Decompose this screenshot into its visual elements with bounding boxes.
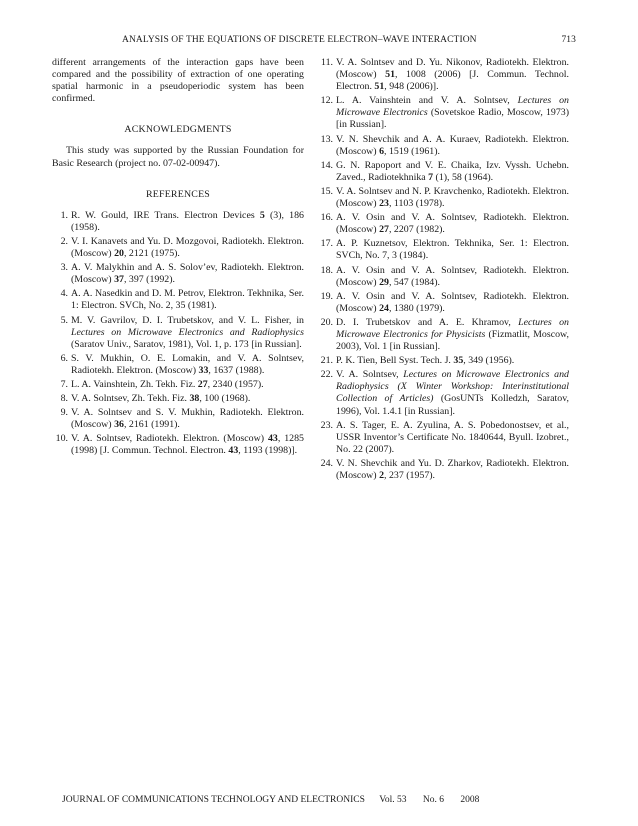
- reference-item: [52, 393, 304, 405]
- reference-number: 13.: [320, 133, 333, 145]
- reference-item: [52, 236, 304, 260]
- reference-number: 20.: [320, 316, 333, 328]
- reference-number: 21.: [320, 355, 333, 367]
- reference-item: [316, 369, 569, 417]
- journal-volume: Vol. 53: [379, 795, 407, 805]
- reference-item: [52, 433, 304, 457]
- reference-number: 2.: [60, 235, 68, 247]
- reference-text: A. V. Osin and V. A. Solntsev, Radiotekh. Elektron. (Moscow) 29, 547 (1984).: [336, 264, 569, 288]
- reference-item: [316, 355, 569, 367]
- acknowledgments-heading: ACKNOWLEDGMENTS: [124, 124, 232, 136]
- reference-text: A. V. Osin and V. A. Solntsev, Radiotekh. Elektron. (Moscow) 24, 1380 (1979).: [336, 290, 569, 314]
- reference-item: [316, 238, 569, 262]
- reference-number: 10.: [55, 433, 68, 445]
- reference-item: [316, 458, 569, 482]
- acknowledgments-text: This study was supported by the Russian Foundation for Basic Research (project no. 07-02-00947).: [52, 145, 304, 169]
- reference-text: S. V. Mukhin, O. E. Lomakin, and V. A. Solntsev, Radiotekh. Elektron. (Moscow) 33, 1637 (1988).: [71, 352, 304, 376]
- reference-number: 22.: [320, 369, 333, 381]
- reference-number: 19.: [320, 290, 333, 302]
- reference-text: R. W. Gould, IRE Trans. Electron Devices 5 (3), 186 (1958).: [71, 209, 304, 233]
- reference-number: 11.: [321, 57, 333, 68]
- reference-text: V. A. Solntsev and S. V. Mukhin, Radiotekh. Elektron. (Moscow) 36, 2161 (1991).: [71, 407, 304, 431]
- reference-number: 12.: [320, 95, 333, 107]
- reference-text: A. V. Malykhin and A. S. Solov’ev, Radiotekh. Elektron. (Moscow) 37, 397 (1992).: [71, 262, 304, 286]
- reference-number: 7.: [60, 378, 68, 390]
- references-list-left: [52, 210, 304, 458]
- reference-text: V. A. Solntsev, Lectures on Microwave Electronics and Radiophysics (X Winter Workshop: Interinstitutional Collection of Articles) (GosUNTs Kolledzh, Saratov, 1996), Vol. 1.4.1 [in Russian].: [336, 369, 569, 417]
- reference-item: [316, 160, 569, 184]
- reference-text: V. A. Solntsev, Zh. Tekh. Fiz. 38, 100 (1968).: [71, 393, 251, 405]
- reference-number: 15.: [320, 185, 333, 197]
- journal-year: 2008: [460, 795, 480, 805]
- reference-item: [316, 317, 569, 353]
- reference-number: 9.: [60, 407, 68, 419]
- reference-number: 14.: [320, 159, 333, 171]
- page-number: 713: [561, 35, 576, 45]
- reference-item: [52, 262, 304, 286]
- reference-number: 17.: [320, 238, 333, 250]
- reference-text: V. A. Solntsev, Radiotekh. Elektron. (Moscow) 43, 1285 (1998) [J. Commun. Technol. Electron. 43, 1193 (1998)].: [71, 433, 304, 457]
- running-footer: [62, 795, 582, 805]
- reference-text: M. V. Gavrilov, D. I. Trubetskov, and V. L. Fisher, in Lectures on Microwave Electronics and Radiophysics (Saratov Univ., Saratov, 1981), Vol. 1, p. 173 [in Russian].: [71, 314, 304, 350]
- reference-text: V. A. Solntsev and D. Yu. Nikonov, Radiotekh. Elektron. (Moscow) 51, 1008 (2006) [J. Commun. Technol. Electron. 51, 948 (2006)].: [336, 57, 569, 93]
- reference-item: [316, 212, 569, 236]
- reference-text: V. A. Solntsev and N. P. Kravchenko, Radiotekh. Elektron. (Moscow) 23, 1103 (1978).: [336, 185, 569, 210]
- reference-text: V. N. Shevchik and Yu. D. Zharkov, Radiotekh. Elektron. (Moscow) 2, 237 (1957).: [336, 457, 569, 481]
- reference-text: A. A. Nasedkin and D. M. Petrov, Elektron. Tekhnika, Ser. 1: Electron. SVCh, No. 2, 35 (1981).: [71, 288, 304, 312]
- references-list-right: [316, 57, 569, 482]
- reference-item: [52, 210, 304, 234]
- reference-text: L. A. Vainshtein, Zh. Tekh. Fiz. 27, 2340 (1957).: [71, 378, 264, 390]
- reference-text: G. N. Rapoport and V. E. Chaika, Izv. Vyssh. Uchebn. Zaved., Radiotekhnika 7 (1), 58 (1964).: [336, 159, 569, 183]
- reference-text: V. I. Kanavets and Yu. D. Mozgovoi, Radiotekh. Elektron. (Moscow) 20, 2121 (1975).: [71, 235, 304, 260]
- reference-number: 6.: [60, 352, 68, 364]
- journal-number: No. 6: [422, 795, 445, 805]
- reference-item: [52, 379, 304, 391]
- reference-item: [316, 420, 569, 456]
- reference-item: [316, 265, 569, 289]
- right-column: [316, 57, 569, 484]
- reference-text: D. I. Trubetskov and A. E. Khramov, Lectures on Microwave Electronics for Physicists (Fizmatlit, Moscow, 2003), Vol. 1 [in Russian].: [336, 316, 569, 353]
- reference-text: A. P. Kuznetsov, Elektron. Tekhnika, Ser. 1: Electron. SVCh, No. 7, 3 (1984).: [336, 238, 569, 262]
- left-column: [52, 57, 304, 460]
- reference-number: 5.: [60, 314, 68, 326]
- reference-number: 8.: [60, 393, 68, 405]
- reference-text: A. V. Osin and V. A. Solntsev, Radiotekh. Elektron. (Moscow) 27, 2207 (1982).: [336, 212, 569, 236]
- reference-number: 4.: [60, 288, 68, 300]
- reference-item: [316, 134, 569, 158]
- reference-item: [52, 315, 304, 351]
- reference-item: [52, 353, 304, 377]
- reference-number: 24.: [320, 457, 333, 469]
- reference-number: 18.: [320, 264, 333, 276]
- reference-item: [316, 57, 569, 93]
- reference-text: P. K. Tien, Bell Syst. Tech. J. 35, 349 (1956).: [336, 355, 515, 367]
- references-heading: REFERENCES: [145, 188, 210, 200]
- reference-number: 1.: [60, 209, 68, 221]
- reference-text: V. N. Shevchik and A. A. Kuraev, Radiotekh. Elektron. (Moscow) 6, 1519 (1961).: [336, 133, 569, 157]
- reference-item: [316, 291, 569, 315]
- running-title: ANALYSIS OF THE EQUATIONS OF DISCRETE ELECTRON–WAVE INTERACTION: [122, 35, 477, 45]
- reference-item: [316, 95, 569, 131]
- journal-name: JOURNAL OF COMMUNICATIONS TECHNOLOGY AND ELECTRONICS: [62, 795, 365, 805]
- reference-item: [52, 407, 304, 431]
- reference-number: 3.: [60, 262, 68, 274]
- reference-number: 16.: [320, 212, 333, 224]
- reference-text: A. S. Tager, E. A. Zyulina, A. S. Pobedonostsev, et al., USSR Inventor’s Certificate No. 1840644, Byull. Izobret., No. 22 (2007).: [336, 419, 569, 455]
- conclusion-paragraph: different arrangements of the interaction gaps have been compared and the possibility of extraction of one operating spatial harmonic in a pseudoperiodic system has been confirmed.: [52, 57, 304, 105]
- reference-item: [316, 186, 569, 210]
- reference-number: 23.: [320, 419, 333, 431]
- reference-item: [52, 288, 304, 312]
- reference-text: L. A. Vainshtein and V. A. Solntsev, Lectures on Microwave Electronics (Sovetskoe Radio, Moscow, 1973) [in Russian].: [336, 95, 569, 131]
